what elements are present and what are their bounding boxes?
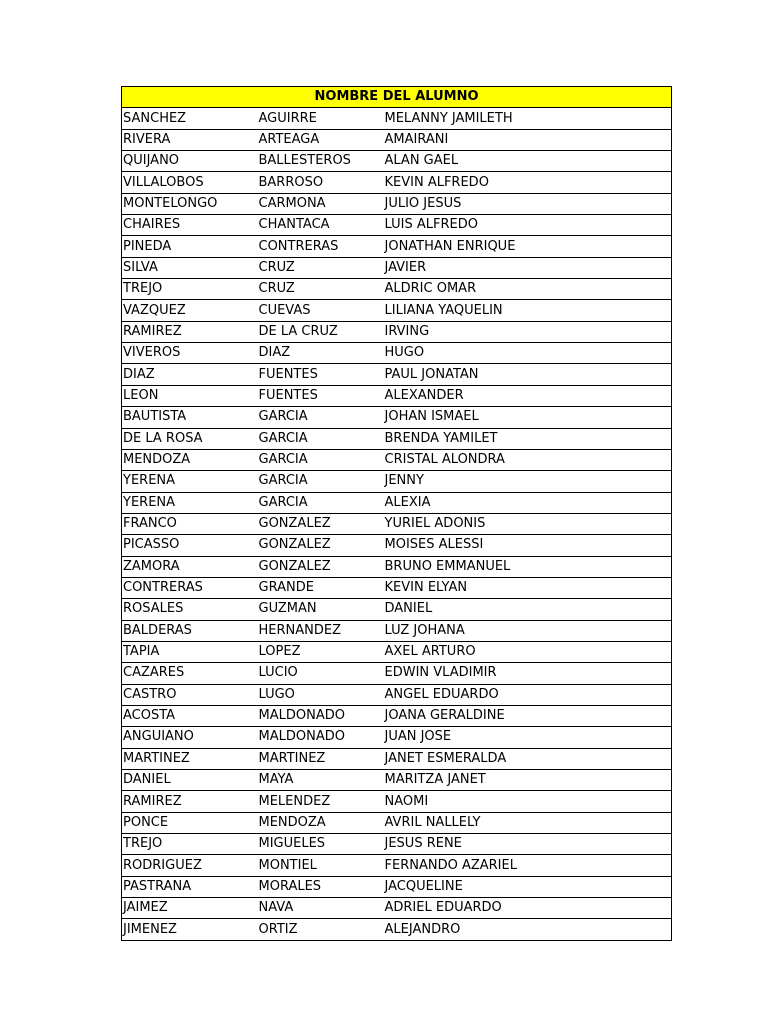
- given-names-cell: JACQUELINE: [384, 876, 672, 897]
- table-row: [122, 385, 672, 406]
- surname-maternal-cell: DE LA CRUZ: [258, 321, 384, 342]
- given-names-cell: DANIEL: [384, 599, 672, 620]
- surname-paternal-cell: PASTRANA: [122, 876, 258, 897]
- surname-maternal-cell: MONTIEL: [258, 855, 384, 876]
- table-row: [122, 535, 672, 556]
- surname-maternal-cell: LUCIO: [258, 663, 384, 684]
- table-row: [122, 129, 672, 150]
- surname-paternal-cell: RIVERA: [122, 129, 258, 150]
- given-names-cell: LUZ JOHANA: [384, 620, 672, 641]
- given-names-cell: NAOMI: [384, 791, 672, 812]
- table-row: [122, 492, 672, 513]
- given-names-cell: AXEL ARTURO: [384, 641, 672, 662]
- table-row: [122, 834, 672, 855]
- given-names-cell: ALEJANDRO: [384, 919, 672, 940]
- table-row: [122, 407, 672, 428]
- surname-paternal-cell: CHAIRES: [122, 215, 258, 236]
- table-row: [122, 279, 672, 300]
- table-row: [122, 556, 672, 577]
- surname-paternal-cell: MARTINEZ: [122, 748, 258, 769]
- given-names-cell: PAUL JONATAN: [384, 364, 672, 385]
- given-names-cell: JOANA GERALDINE: [384, 705, 672, 726]
- surname-maternal-cell: CRUZ: [258, 279, 384, 300]
- given-names-cell: JAVIER: [384, 257, 672, 278]
- surname-maternal-cell: GUZMAN: [258, 599, 384, 620]
- surname-maternal-cell: BALLESTEROS: [258, 151, 384, 172]
- given-names-cell: JOHAN ISMAEL: [384, 407, 672, 428]
- surname-maternal-cell: MARTINEZ: [258, 748, 384, 769]
- given-names-cell: JUAN JOSE: [384, 727, 672, 748]
- surname-paternal-cell: RODRIGUEZ: [122, 855, 258, 876]
- given-names-cell: MARITZA JANET: [384, 770, 672, 791]
- table-row: [122, 876, 672, 897]
- table-row: [122, 364, 672, 385]
- surname-maternal-cell: MIGUELES: [258, 834, 384, 855]
- surname-paternal-cell: YERENA: [122, 492, 258, 513]
- table-row: [122, 343, 672, 364]
- given-names-cell: MOISES ALESSI: [384, 535, 672, 556]
- given-names-cell: YURIEL ADONIS: [384, 513, 672, 534]
- student-list-table: [121, 86, 672, 941]
- given-names-cell: FERNANDO AZARIEL: [384, 855, 672, 876]
- table-row: [122, 172, 672, 193]
- table-row: [122, 705, 672, 726]
- given-names-cell: AVRIL NALLELY: [384, 812, 672, 833]
- table-row: [122, 727, 672, 748]
- table-row: [122, 513, 672, 534]
- given-names-cell: ALDRIC OMAR: [384, 279, 672, 300]
- table-row: [122, 257, 672, 278]
- surname-paternal-cell: PICASSO: [122, 535, 258, 556]
- surname-maternal-cell: GARCIA: [258, 428, 384, 449]
- surname-paternal-cell: FRANCO: [122, 513, 258, 534]
- given-names-cell: MELANNY JAMILETH: [384, 108, 672, 129]
- surname-paternal-cell: MONTELONGO: [122, 193, 258, 214]
- surname-paternal-cell: PONCE: [122, 812, 258, 833]
- surname-paternal-cell: TREJO: [122, 834, 258, 855]
- given-names-cell: KEVIN ALFREDO: [384, 172, 672, 193]
- surname-maternal-cell: MELENDEZ: [258, 791, 384, 812]
- given-names-cell: KEVIN ELYAN: [384, 577, 672, 598]
- given-names-cell: JANET ESMERALDA: [384, 748, 672, 769]
- surname-paternal-cell: LEON: [122, 385, 258, 406]
- surname-paternal-cell: ANGUIANO: [122, 727, 258, 748]
- table-row: [122, 898, 672, 919]
- table-row: [122, 663, 672, 684]
- surname-maternal-cell: MORALES: [258, 876, 384, 897]
- surname-maternal-cell: FUENTES: [258, 385, 384, 406]
- surname-maternal-cell: CHANTACA: [258, 215, 384, 236]
- given-names-cell: JULIO JESUS: [384, 193, 672, 214]
- surname-maternal-cell: GARCIA: [258, 492, 384, 513]
- given-names-cell: JONATHAN ENRIQUE: [384, 236, 672, 257]
- table-row: [122, 684, 672, 705]
- surname-paternal-cell: RAMIREZ: [122, 791, 258, 812]
- surname-maternal-cell: MALDONADO: [258, 705, 384, 726]
- surname-maternal-cell: MENDOZA: [258, 812, 384, 833]
- surname-maternal-cell: DIAZ: [258, 343, 384, 364]
- table-row: [122, 151, 672, 172]
- table-row: [122, 236, 672, 257]
- surname-maternal-cell: MALDONADO: [258, 727, 384, 748]
- given-names-cell: HUGO: [384, 343, 672, 364]
- table-row: [122, 108, 672, 129]
- surname-maternal-cell: LOPEZ: [258, 641, 384, 662]
- surname-paternal-cell: BAUTISTA: [122, 407, 258, 428]
- table-title: NOMBRE DEL ALUMNO: [122, 87, 672, 108]
- surname-paternal-cell: RAMIREZ: [122, 321, 258, 342]
- surname-maternal-cell: CUEVAS: [258, 300, 384, 321]
- given-names-cell: ANGEL EDUARDO: [384, 684, 672, 705]
- surname-paternal-cell: ROSALES: [122, 599, 258, 620]
- surname-maternal-cell: GONZALEZ: [258, 556, 384, 577]
- surname-maternal-cell: GARCIA: [258, 449, 384, 470]
- surname-paternal-cell: JIMENEZ: [122, 919, 258, 940]
- surname-paternal-cell: BALDERAS: [122, 620, 258, 641]
- surname-paternal-cell: CONTRERAS: [122, 577, 258, 598]
- surname-paternal-cell: VAZQUEZ: [122, 300, 258, 321]
- surname-paternal-cell: DIAZ: [122, 364, 258, 385]
- surname-maternal-cell: CONTRERAS: [258, 236, 384, 257]
- table-row: [122, 577, 672, 598]
- given-names-cell: IRVING: [384, 321, 672, 342]
- table-row: [122, 193, 672, 214]
- surname-paternal-cell: TAPIA: [122, 641, 258, 662]
- table-header-row: [122, 87, 672, 108]
- surname-paternal-cell: SANCHEZ: [122, 108, 258, 129]
- table-row: [122, 428, 672, 449]
- surname-paternal-cell: QUIJANO: [122, 151, 258, 172]
- table-row: [122, 919, 672, 940]
- given-names-cell: LUIS ALFREDO: [384, 215, 672, 236]
- surname-paternal-cell: SILVA: [122, 257, 258, 278]
- surname-paternal-cell: ACOSTA: [122, 705, 258, 726]
- given-names-cell: BRUNO EMMANUEL: [384, 556, 672, 577]
- given-names-cell: ALAN GAEL: [384, 151, 672, 172]
- given-names-cell: CRISTAL ALONDRA: [384, 449, 672, 470]
- surname-maternal-cell: GRANDE: [258, 577, 384, 598]
- given-names-cell: ALEXIA: [384, 492, 672, 513]
- given-names-cell: ADRIEL EDUARDO: [384, 898, 672, 919]
- surname-maternal-cell: GARCIA: [258, 407, 384, 428]
- surname-maternal-cell: FUENTES: [258, 364, 384, 385]
- surname-maternal-cell: NAVA: [258, 898, 384, 919]
- surname-paternal-cell: CASTRO: [122, 684, 258, 705]
- given-names-cell: JENNY: [384, 471, 672, 492]
- surname-maternal-cell: GONZALEZ: [258, 513, 384, 534]
- surname-maternal-cell: AGUIRRE: [258, 108, 384, 129]
- surname-paternal-cell: MENDOZA: [122, 449, 258, 470]
- table-row: [122, 215, 672, 236]
- student-rows: [122, 108, 672, 940]
- table-row: [122, 855, 672, 876]
- surname-paternal-cell: DANIEL: [122, 770, 258, 791]
- surname-paternal-cell: VILLALOBOS: [122, 172, 258, 193]
- table-row: [122, 449, 672, 470]
- surname-maternal-cell: ORTIZ: [258, 919, 384, 940]
- given-names-cell: EDWIN VLADIMIR: [384, 663, 672, 684]
- table-row: [122, 599, 672, 620]
- table-row: [122, 471, 672, 492]
- surname-paternal-cell: ZAMORA: [122, 556, 258, 577]
- table-row: [122, 812, 672, 833]
- surname-paternal-cell: JAIMEZ: [122, 898, 258, 919]
- surname-paternal-cell: VIVEROS: [122, 343, 258, 364]
- table-row: [122, 641, 672, 662]
- table-row: [122, 620, 672, 641]
- surname-paternal-cell: PINEDA: [122, 236, 258, 257]
- surname-maternal-cell: ARTEAGA: [258, 129, 384, 150]
- given-names-cell: LILIANA YAQUELIN: [384, 300, 672, 321]
- table-row: [122, 321, 672, 342]
- surname-paternal-cell: CAZARES: [122, 663, 258, 684]
- surname-maternal-cell: GARCIA: [258, 471, 384, 492]
- given-names-cell: BRENDA YAMILET: [384, 428, 672, 449]
- given-names-cell: JESUS RENE: [384, 834, 672, 855]
- given-names-cell: ALEXANDER: [384, 385, 672, 406]
- surname-maternal-cell: GONZALEZ: [258, 535, 384, 556]
- surname-maternal-cell: BARROSO: [258, 172, 384, 193]
- surname-maternal-cell: MAYA: [258, 770, 384, 791]
- surname-maternal-cell: LUGO: [258, 684, 384, 705]
- surname-paternal-cell: DE LA ROSA: [122, 428, 258, 449]
- surname-paternal-cell: YERENA: [122, 471, 258, 492]
- table-row: [122, 770, 672, 791]
- surname-maternal-cell: HERNANDEZ: [258, 620, 384, 641]
- surname-paternal-cell: TREJO: [122, 279, 258, 300]
- table-row: [122, 791, 672, 812]
- table-row: [122, 300, 672, 321]
- table-row: [122, 748, 672, 769]
- surname-maternal-cell: CRUZ: [258, 257, 384, 278]
- surname-maternal-cell: CARMONA: [258, 193, 384, 214]
- given-names-cell: AMAIRANI: [384, 129, 672, 150]
